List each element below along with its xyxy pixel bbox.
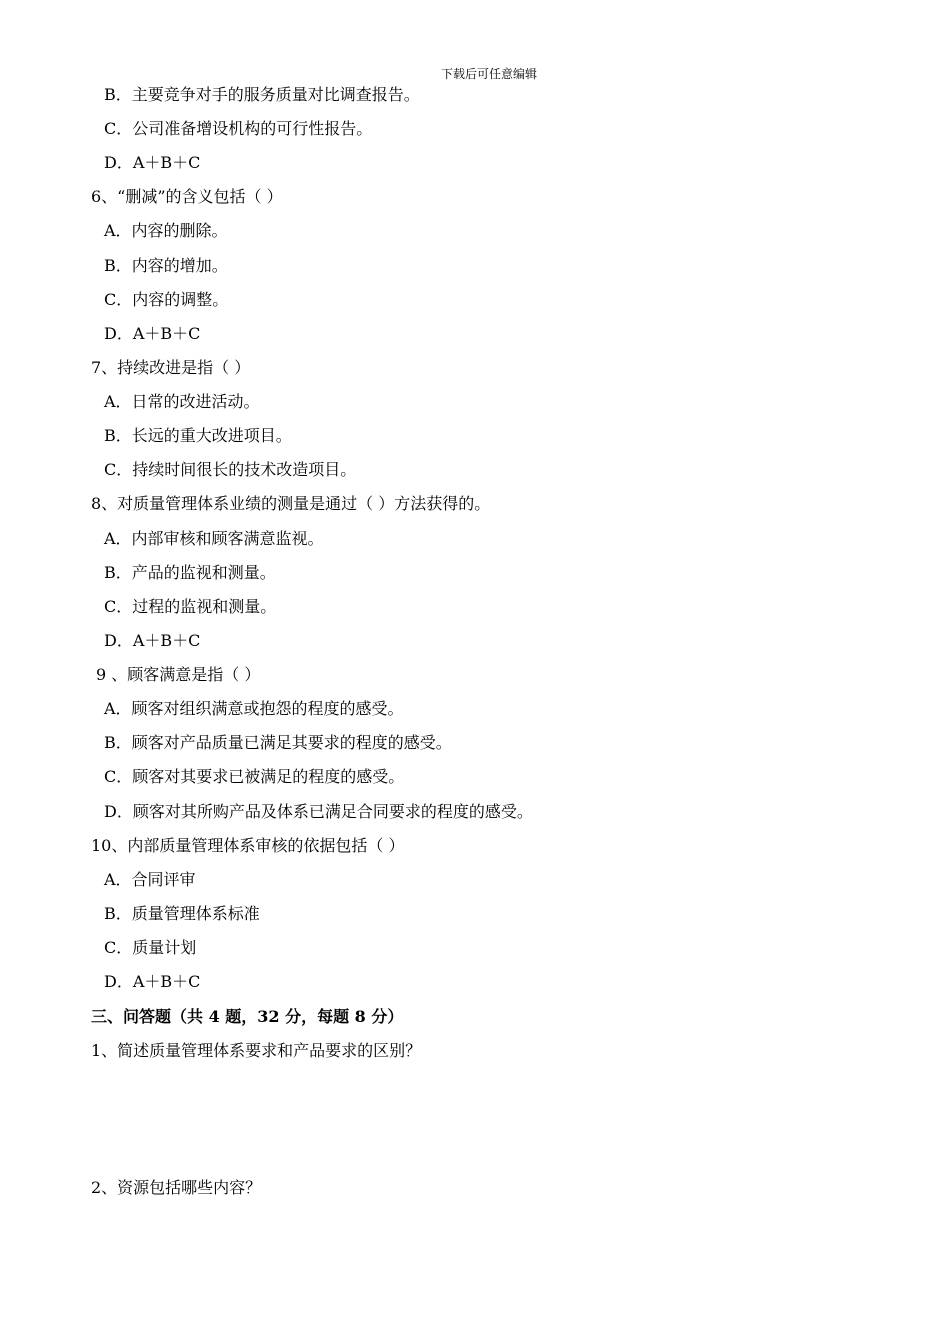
option-6c: C．内容的调整。: [104, 290, 229, 309]
option-6d: D．A＋B＋C: [104, 324, 201, 343]
option-6a: A．内容的删除。: [104, 221, 228, 240]
question-6: 6、“删减”的含义包括（ ）: [91, 187, 283, 206]
option-10d: D．A＋B＋C: [104, 972, 201, 991]
essay-question-2: 2、资源包括哪些内容？: [91, 1178, 262, 1197]
option-7a: A．日常的改进活动。: [104, 392, 260, 411]
question-8: 8、对质量管理体系业绩的测量是通过（ ）方法获得的。: [91, 494, 491, 513]
essay-question-1: 1、简述质量管理体系要求和产品要求的区别？: [91, 1041, 422, 1060]
option-5c: C．公司准备增设机构的可行性报告。: [104, 119, 373, 138]
option-8b: B．产品的监视和测量。: [104, 563, 276, 582]
question-9: 9 、顾客满意是指（ ）: [96, 665, 261, 684]
option-7c: C．持续时间很长的技术改造项目。: [104, 460, 357, 479]
option-6b: B．内容的增加。: [104, 256, 228, 275]
option-9a: A．顾客对组织满意或抱怨的程度的感受。: [104, 699, 404, 718]
option-5d: D．A＋B＋C: [104, 153, 201, 172]
option-9d: D．顾客对其所购产品及体系已满足合同要求的程度的感受。: [104, 802, 533, 821]
question-7: 7、持续改进是指（ ）: [91, 358, 251, 377]
option-10b: B．质量管理体系标准: [104, 904, 260, 923]
option-10c: C．质量计划: [104, 938, 197, 957]
question-10: 10、内部质量管理体系审核的依据包括（ ）: [91, 836, 405, 855]
option-9c: C．顾客对其要求已被满足的程度的感受。: [104, 767, 405, 786]
option-7b: B．长远的重大改进项目。: [104, 426, 292, 445]
section-heading-essay: 三、问答题（共 4 题，32 分，每题 8 分）: [91, 1007, 404, 1026]
option-9b: B．顾客对产品质量已满足其要求的程度的感受。: [104, 733, 452, 752]
option-10a: A．合同评审: [104, 870, 196, 889]
option-8a: A．内部审核和顾客满意监视。: [104, 529, 324, 548]
header-note: 下载后可任意编辑: [440, 67, 537, 81]
option-8c: C．过程的监视和测量。: [104, 597, 277, 616]
option-8d: D．A＋B＋C: [104, 631, 201, 650]
option-5b: B．主要竞争对手的服务质量对比调查报告。: [104, 85, 420, 104]
